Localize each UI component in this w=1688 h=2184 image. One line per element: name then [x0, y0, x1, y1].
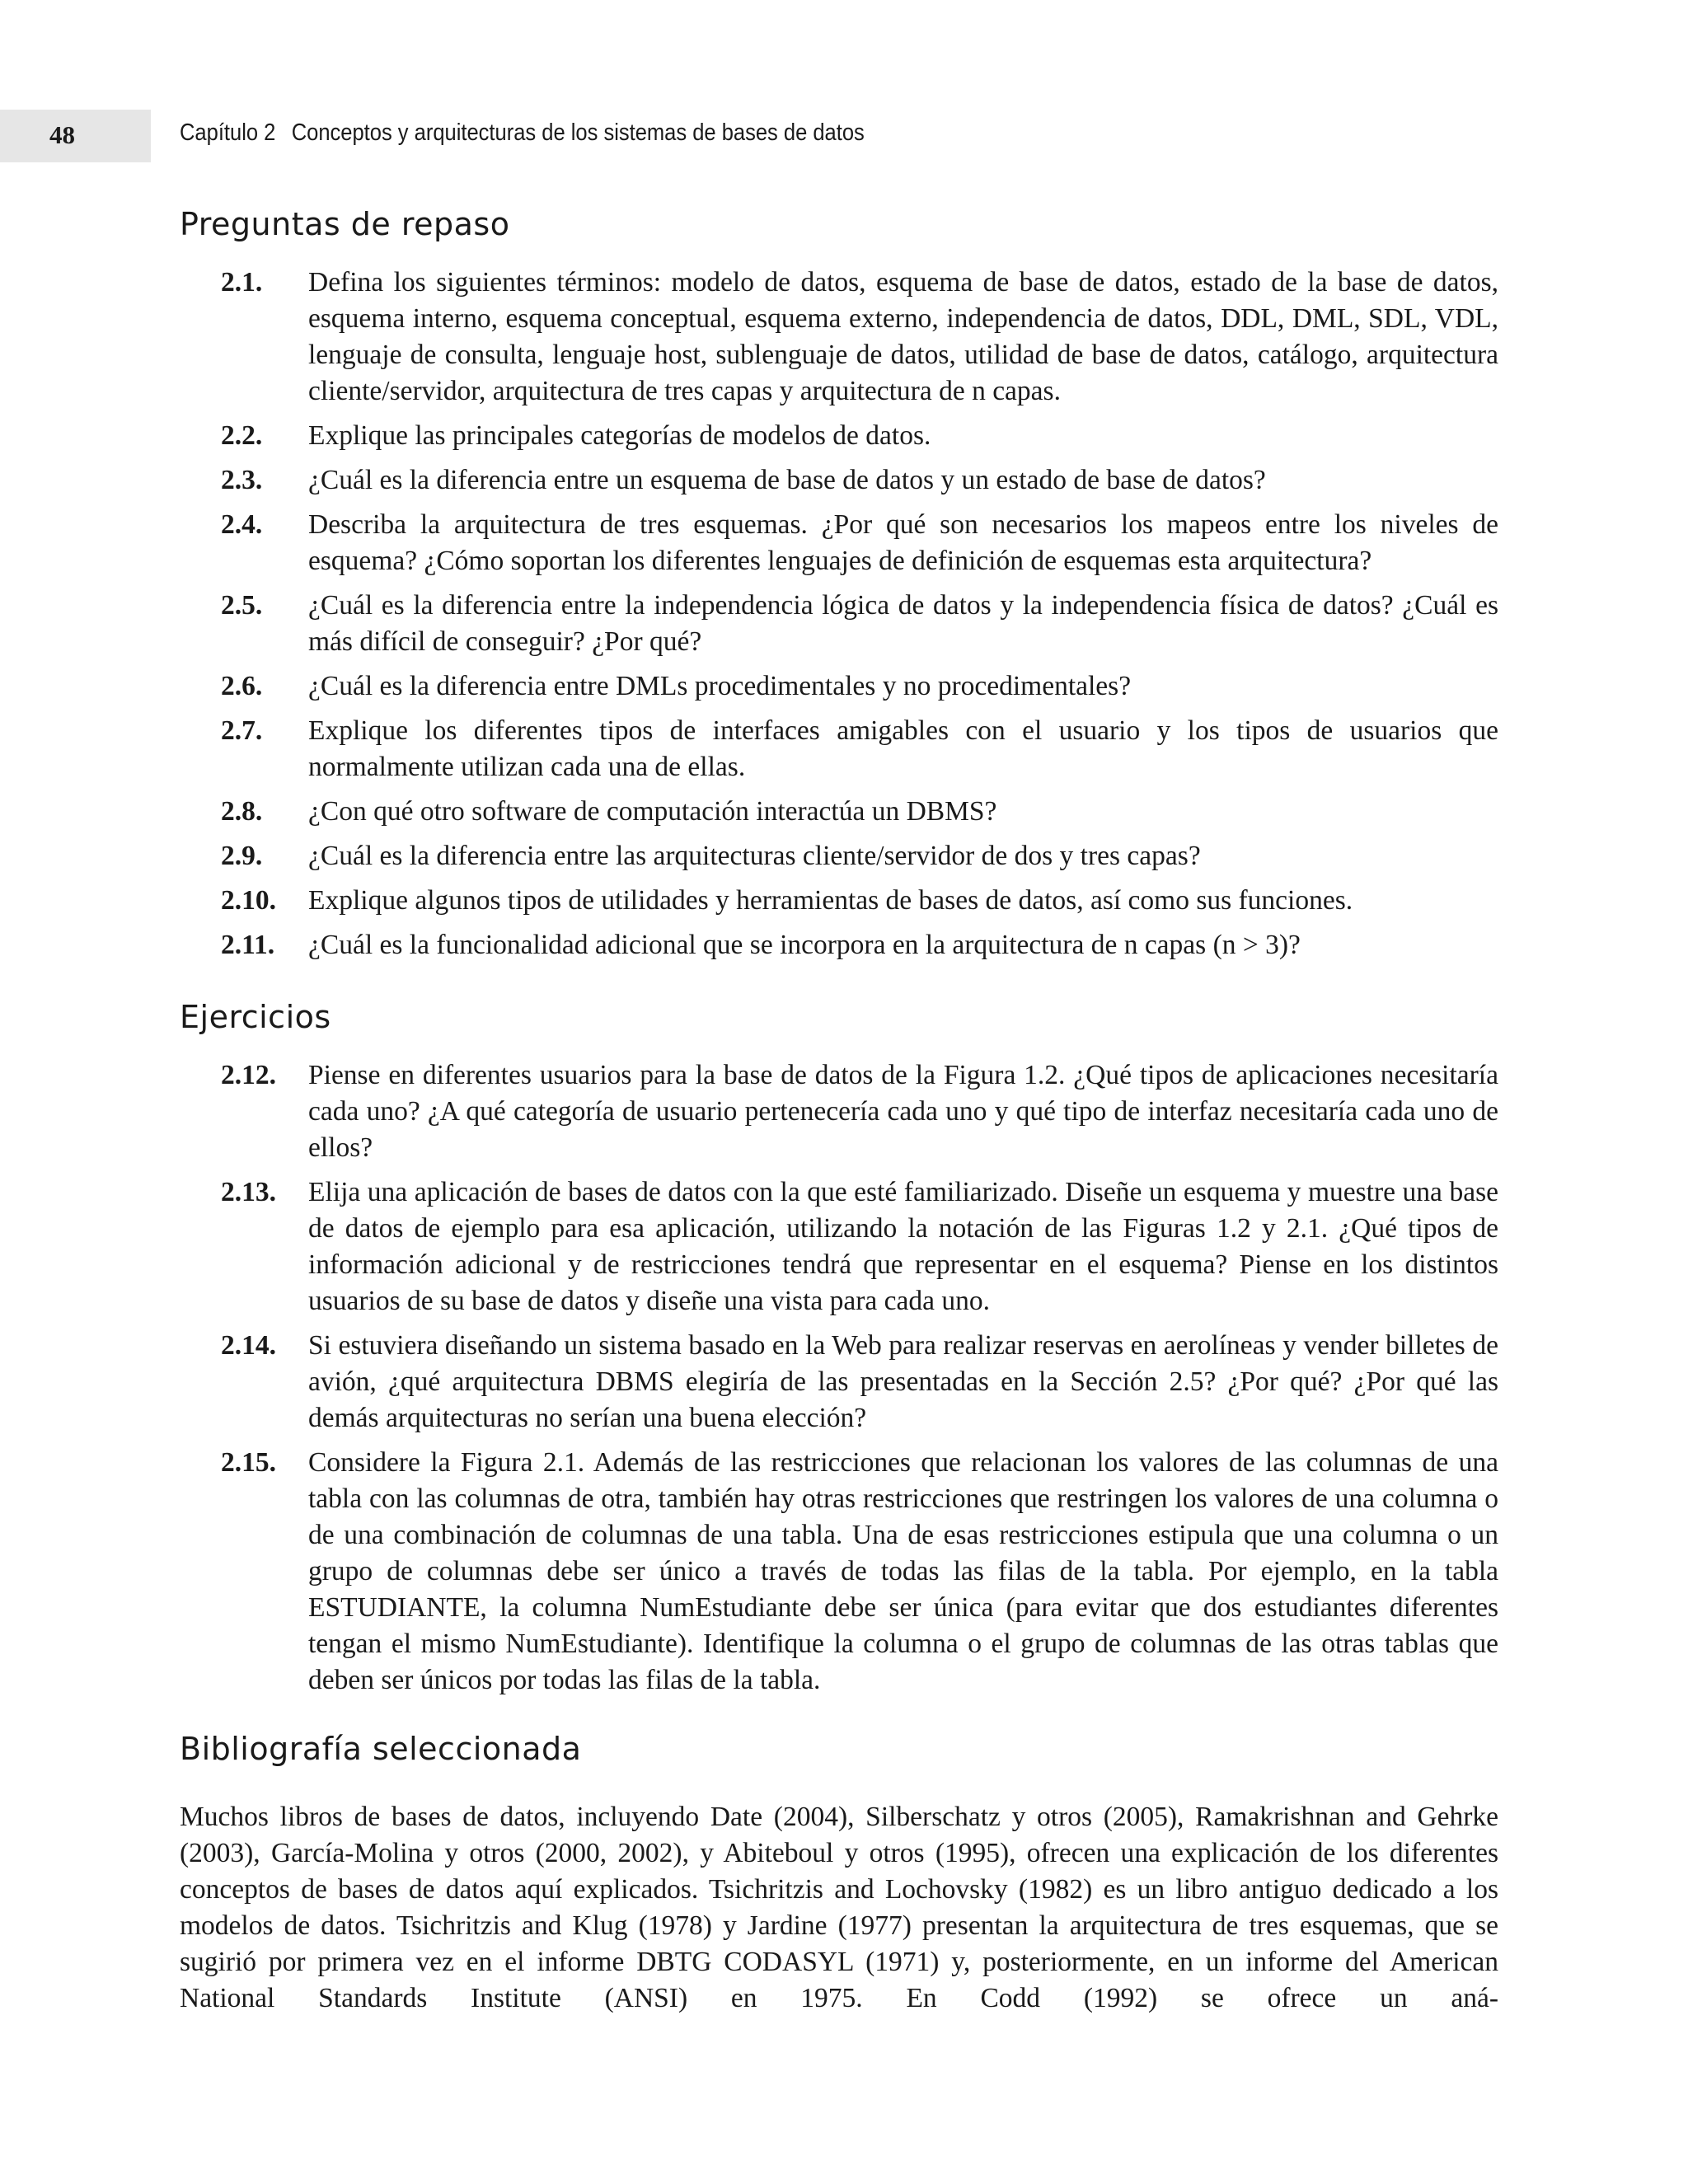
exercise-text: Si estuviera diseñando un sistema basado en la Web para realizar reservas en aerolíneas y vender billetes de avión, ¿qué arquitectura DBMS elegiría de las presentadas en la Sección 2.5? ¿Por qué? ¿Por qué las demás arquitecturas no serían una buena elección?: [308, 1330, 1498, 1433]
review-question: [180, 418, 1498, 454]
question-text: ¿Cuál es la diferencia entre un esquema de base de datos y un estado de base de datos?: [308, 465, 1266, 495]
question-text: ¿Cuál es la funcionalidad adicional que se incorpora en la arquitectura de n capas (n > 3)?: [308, 930, 1301, 960]
question-text: ¿Con qué otro software de computación interactúa un DBMS?: [308, 796, 997, 827]
review-question: [180, 794, 1498, 830]
exercise-text: Piense en diferentes usuarios para la base de datos de la Figura 1.2. ¿Qué tipos de aplicaciones necesitaría cada uno? ¿A qué categoría de usuario pertenecería cada uno y qué tipo de interfaz necesitaría cada uno de ellos?: [308, 1060, 1498, 1163]
question-text: ¿Cuál es la diferencia entre la independencia lógica de datos y la independencia física de datos? ¿Cuál es más difícil de conseguir? ¿Por qué?: [308, 590, 1498, 657]
bibliography-paragraph: Muchos libros de bases de datos, incluyendo Date (2004), Silberschatz y otros (2005), Ramakrishnan and Gehrke (2003), García-Molina y otros (2000, 2002), y Abiteboul y otros (1995), ofrecen una explicación de los diferentes conceptos de bases de datos aquí explicados. Tsichritzis and Lochovsky (1982) es un libro antiguo dedicado a los modelos de datos. Tsichritzis and Klug (1978) y Jardine (1977) presentan la arquitectura de tres esquemas, que se sugirió por primera vez en el informe DBTG CODASYL (1971) y, posteriormente, en un informe del American National Standards Institute (ANSI) en 1975. En Codd (1992) se ofrece un aná-: [180, 1802, 1498, 2013]
question-number: 2.4.: [221, 509, 263, 540]
page-number-box: [0, 110, 151, 162]
question-text: Explique las principales categorías de modelos de datos.: [308, 420, 931, 451]
exercise-number: 2.15.: [221, 1447, 276, 1478]
review-section-title: Preguntas de repaso: [180, 206, 510, 242]
exercise-item: [180, 1445, 1498, 1699]
question-number: 2.11.: [221, 930, 275, 960]
review-question: [180, 838, 1498, 874]
question-text: Describa la arquitectura de tres esquemas. ¿Por qué son necesarios los mapeos entre los niveles de esquema? ¿Cómo soportan los diferentes lenguajes de definición de esquemas esta arquitectura?: [308, 509, 1498, 576]
exercises-section-title: Ejercicios: [180, 999, 331, 1035]
question-number: 2.9.: [221, 841, 263, 871]
review-question: [180, 265, 1498, 410]
exercise-number: 2.14.: [221, 1330, 276, 1361]
exercise-text: Considere la Figura 2.1. Además de las restricciones que relacionan los valores de las columnas de una tabla con las columnas de otra, también hay otras restricciones que restringen los valores de una columna o de una combinación de columnas de una tabla. Una de esas restricciones estipula que una columna o un grupo de columnas debe ser único a través de todas las filas de la tabla. Por ejemplo, en la tabla ESTUDIANTE, la columna NumEstudiante debe ser única (para evitar que dos estudiantes diferentes tengan el mismo NumEstudiante). Identifique la columna o el grupo de columnas de las otras tablas que deben ser únicos por todas las filas de la tabla.: [308, 1447, 1498, 1695]
question-number: 2.10.: [221, 885, 276, 916]
question-text: ¿Cuál es la diferencia entre DMLs procedimentales y no procedimentales?: [308, 671, 1132, 701]
exercises-list: [180, 1057, 1498, 1707]
question-number: 2.6.: [221, 671, 263, 701]
review-question: [180, 507, 1498, 579]
question-text: Defina los siguientes términos: modelo de datos, esquema de base de datos, estado de la base de datos, esquema interno, esquema conceptual, esquema externo, independencia de datos, DDL, DML, SDL, VDL, lenguaje de consulta, lenguaje host, sublenguaje de datos, utilidad de base de datos, catálogo, arquitectura cliente/servidor, arquitectura de tres capas y arquitectura de n capas.: [308, 267, 1498, 406]
question-number: 2.7.: [221, 715, 263, 746]
bibliography-section-title: Bibliografía seleccionada: [180, 1731, 582, 1767]
review-question: [180, 588, 1498, 660]
page-number: 48: [49, 120, 75, 149]
question-text: Explique algunos tipos de utilidades y herramientas de bases de datos, así como sus funciones.: [308, 885, 1353, 916]
exercise-number: 2.12.: [221, 1060, 276, 1090]
review-question: [180, 927, 1498, 963]
exercise-item: [180, 1057, 1498, 1166]
question-text: Explique los diferentes tipos de interfaces amigables con el usuario y los tipos de usuarios que normalmente utilizan cada una de ellas.: [308, 715, 1498, 782]
question-number: 2.8.: [221, 796, 263, 827]
review-question: [180, 462, 1498, 499]
exercise-item: [180, 1328, 1498, 1436]
exercise-item: [180, 1174, 1498, 1319]
question-number: 2.2.: [221, 420, 263, 451]
question-number: 2.5.: [221, 590, 263, 621]
exercise-text: Elija una aplicación de bases de datos con la que esté familiarizado. Diseñe un esquema y muestre una base de datos de ejemplo para esa aplicación, utilizando la notación de las Figuras 1.2 y 2.1. ¿Qué tipos de información adicional y de restricciones tendrá que representar en el esquema? Piense en los distintos usuarios de su base de datos y diseñe una vista para cada uno.: [308, 1177, 1498, 1316]
review-questions-list: [180, 265, 1498, 972]
chapter-title: Conceptos y arquitecturas de los sistemas de bases de datos: [291, 120, 865, 146]
review-question: [180, 883, 1498, 919]
review-question: [180, 668, 1498, 705]
review-question: [180, 713, 1498, 785]
question-number: 2.3.: [221, 465, 263, 495]
question-text: ¿Cuál es la diferencia entre las arquitecturas cliente/servidor de dos y tres capas?: [308, 841, 1201, 871]
chapter-label: Capítulo 2: [180, 120, 276, 146]
running-head: [180, 120, 865, 147]
question-number: 2.1.: [221, 267, 263, 298]
exercise-number: 2.13.: [221, 1177, 276, 1207]
